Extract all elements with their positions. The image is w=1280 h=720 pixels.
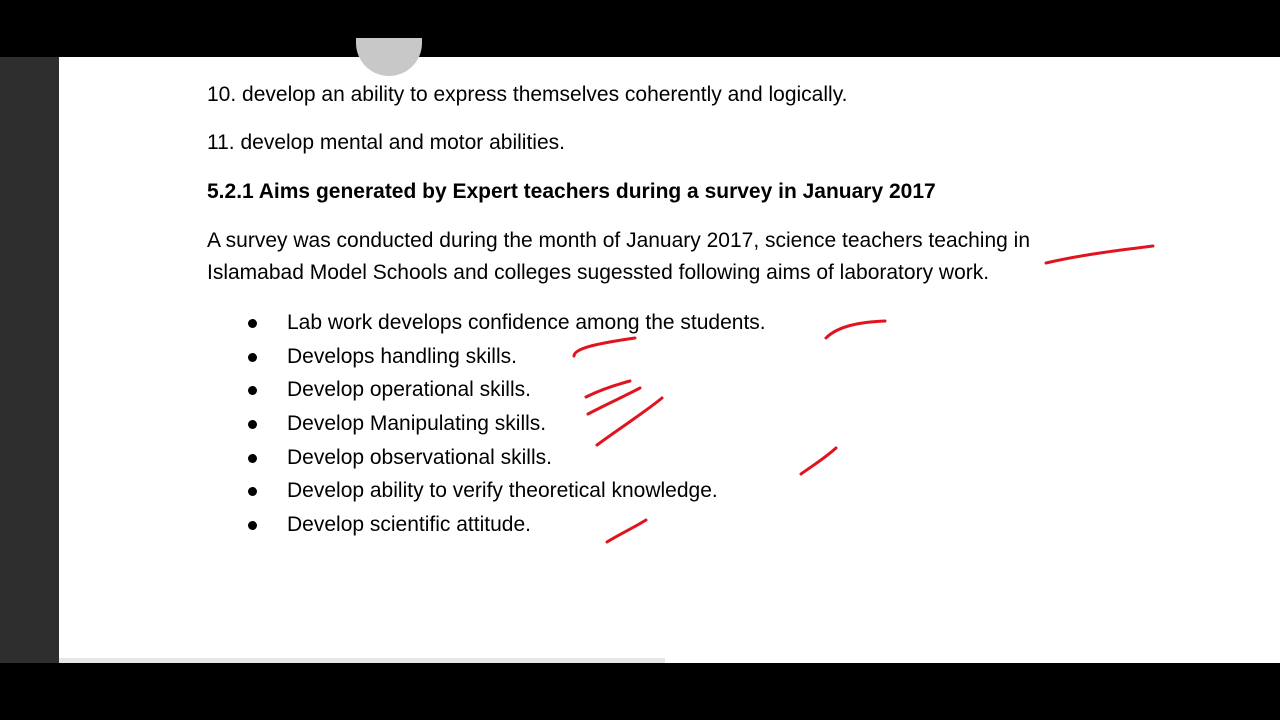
paragraph-line-1: A survey was conducted during the month of January 2017, science teachers teaching in: [207, 229, 1030, 252]
bullet-dot-icon: [248, 420, 257, 429]
bullet-dot-icon: [248, 454, 257, 463]
section-heading: 5.2.1 Aims generated by Expert teachers during a survey in January 2017: [207, 180, 936, 203]
list-item-10: 10. develop an ability to express themselves coherently and logically.: [207, 83, 848, 106]
list-item-11: 11. develop mental and motor abilities.: [207, 131, 565, 154]
bullet-dot-icon: [248, 319, 257, 328]
paragraph-line-2: Islamabad Model Schools and colleges sugessted following aims of laboratory work.: [207, 261, 990, 284]
page-scroll-shadow: [59, 658, 665, 663]
bullet-dot-icon: [248, 353, 257, 362]
viewer-left-margin: [0, 57, 59, 663]
